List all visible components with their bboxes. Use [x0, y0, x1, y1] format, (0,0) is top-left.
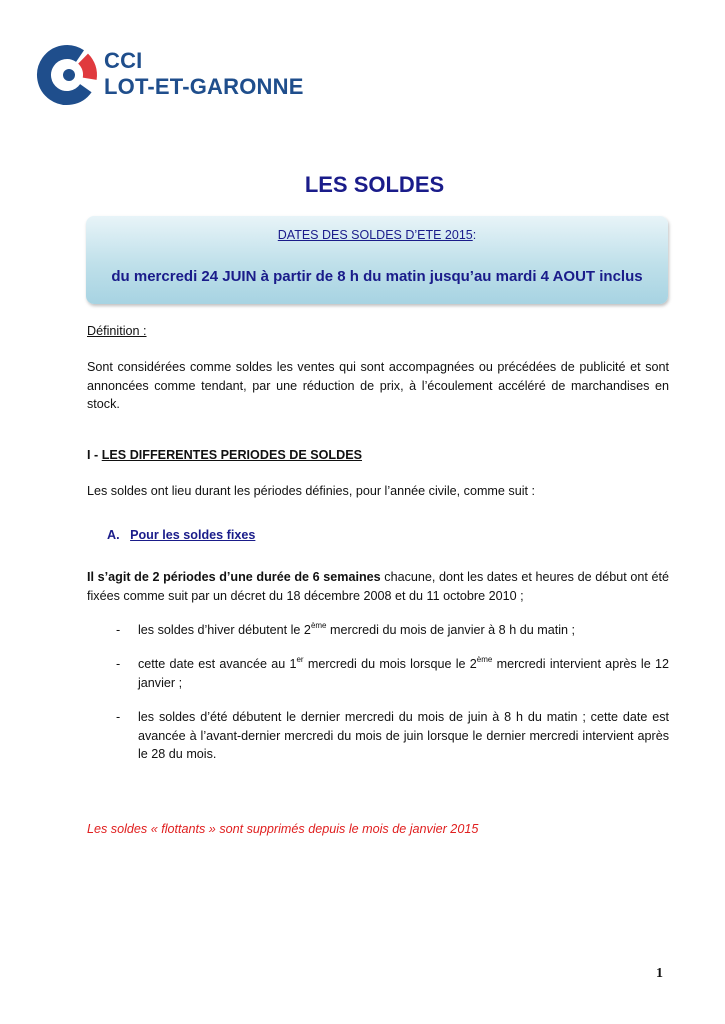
- superscript: er: [296, 655, 304, 664]
- page-number: 1: [656, 966, 663, 981]
- superscript: ème: [310, 621, 327, 630]
- fixed-sales-rest: chacune, dont les dates et heures de début ont été fixées comme suit par un décret du 18 décembre 2008 et du 11 octobre 2010 ;: [87, 570, 669, 603]
- subsection-marker: A.: [107, 528, 120, 542]
- fixed-sales-bold: Il s’agit de 2 périodes d’une durée de 6 semaines: [87, 570, 381, 584]
- definition-text: Sont considérées comme soldes les ventes qui sont accompagnées ou précédées de publicité et sont annoncées comme tendant, par une réduction de prix, à l’écoulement accéléré de marchandises en stock.: [87, 360, 669, 411]
- dates-heading: [86, 228, 668, 242]
- list-item-part: cette date est avancée au 1: [138, 657, 297, 671]
- section-heading: [87, 446, 362, 465]
- list-item-part: les soldes d’hiver débutent le 2: [138, 623, 311, 637]
- bullet-dash: -: [116, 710, 121, 724]
- list-item-part: mercredi du mois de janvier à 8 h du matin ;: [326, 623, 575, 637]
- section-number: I -: [87, 448, 102, 462]
- list-item: [116, 708, 669, 768]
- list-item-part: mercredi intervient après le 12 janvier ;: [138, 657, 669, 690]
- cci-logo: [36, 44, 306, 110]
- cci-logo-icon: [36, 44, 98, 106]
- page-title: [0, 172, 725, 198]
- dates-line: du mercredi 24 JUIN à partir de 8 h du matin jusqu’au mardi 4 AOUT inclus: [111, 268, 643, 285]
- floating-sales-note: Les soldes « flottants » sont supprimés depuis le mois de janvier 2015: [87, 822, 479, 836]
- section-title: LES DIFFERENTES PERIODES DE SOLDES: [101, 448, 363, 462]
- logo-text-cci: CCI: [104, 48, 143, 73]
- periods-intro: Les soldes ont lieu durant les périodes définies, pour l’année civile, comme suit :: [87, 484, 536, 498]
- subsection-heading: [107, 526, 255, 545]
- superscript: ème: [476, 655, 493, 664]
- list-item-part: mercredi du mois lorsque le 2: [303, 657, 477, 671]
- page-title-text: LES SOLDES: [304, 172, 445, 197]
- bullet-dash: -: [116, 657, 121, 671]
- list-item-text: [138, 655, 669, 692]
- dates-heading-text: DATES DES SOLDES D’ETE 2015: [277, 228, 473, 242]
- subsection-label: Pour les soldes fixes: [130, 528, 256, 542]
- dates-heading-suffix: :: [472, 228, 477, 242]
- fixed-sales-paragraph: [87, 568, 669, 605]
- definition-label: [87, 322, 147, 341]
- list-item-text: les soldes d’été débutent le dernier mercredi du mois de juin à 8 h du matin ; cette date est avancée à l’avant-dernier mercredi du mois de juin lorsque le dernier mercredi intervient après le 28 du mois.: [138, 710, 669, 761]
- definition-label-text: Définition :: [87, 324, 147, 338]
- bullet-dash: -: [116, 623, 121, 637]
- dates-banner: [86, 216, 668, 304]
- list-item: [116, 621, 669, 641]
- logo-text-region: LOT-ET-GARONNE: [104, 74, 304, 99]
- list-item-text: [138, 621, 669, 640]
- list-item: [116, 655, 669, 695]
